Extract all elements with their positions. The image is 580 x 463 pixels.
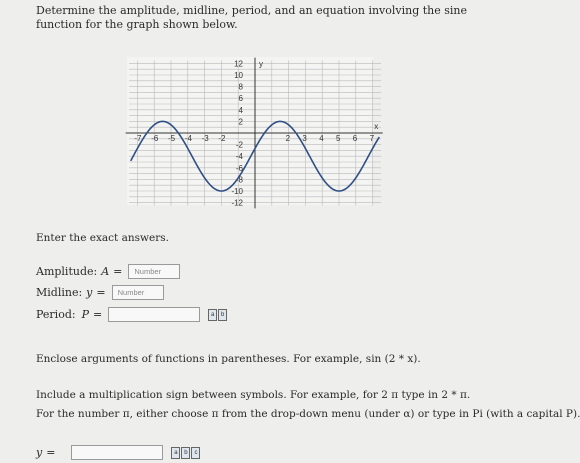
math-editor-icon[interactable]: a xyxy=(171,447,180,459)
period-math-tools xyxy=(208,309,227,321)
x-tick-label: -7 xyxy=(134,134,142,143)
y-tick-label: -2 xyxy=(235,140,243,150)
pi-note: For the number π, either choose π from the drop-down menu (under α) or type in Pi (with a capital P). xyxy=(36,408,580,420)
x-tick-label: 4 xyxy=(319,134,324,143)
x-axis-label: x xyxy=(374,122,379,131)
equation-var: y xyxy=(36,446,43,459)
x-tick-label: -3 xyxy=(201,134,209,143)
midline-label: Midline: xyxy=(36,286,83,299)
multiplication-note: Include a multiplication sign between symbols. For example, for 2 π type in 2 * π. xyxy=(36,389,471,401)
x-tick-label: -2 xyxy=(218,134,226,143)
y-tick-label: -10 xyxy=(231,187,243,196)
equation-input[interactable] xyxy=(71,445,163,460)
x-tick-label: -4 xyxy=(184,134,192,143)
parentheses-note: Enclose arguments of functions in parentheses. For example, sin (2 * x). xyxy=(36,353,421,365)
period-eq: = xyxy=(92,308,103,321)
y-tick-label: -4 xyxy=(235,152,243,162)
period-var: P xyxy=(81,308,89,321)
x-tick-label: -5 xyxy=(168,134,176,143)
graph-background xyxy=(127,57,373,205)
x-tick-label: 6 xyxy=(352,134,358,143)
math-editor-icon[interactable]: a xyxy=(208,309,217,321)
graph-svg xyxy=(125,57,379,208)
sine-graph xyxy=(125,57,379,208)
amplitude-var: A xyxy=(101,265,110,278)
x-tick-label: 7 xyxy=(369,134,375,143)
y-tick-label: -8 xyxy=(235,175,243,185)
midline-var: y xyxy=(86,286,93,299)
symbol-palette-icon[interactable]: b xyxy=(218,309,227,321)
period-input[interactable] xyxy=(108,307,200,322)
amplitude-input[interactable]: Number xyxy=(128,264,180,279)
x-tick-label: 3 xyxy=(302,134,307,143)
x-tick-label: -6 xyxy=(151,134,159,143)
period-row xyxy=(36,307,227,322)
y-tick-label: 10 xyxy=(234,71,243,80)
equation-eq: = xyxy=(46,446,56,459)
symbol-palette-icon[interactable]: b xyxy=(181,447,190,459)
question-prompt: Determine the amplitude, midline, period, and an equation involving the sine function for the graph shown below. xyxy=(36,4,468,31)
period-label: Period: xyxy=(36,308,76,321)
amplitude-eq: = xyxy=(113,265,123,278)
midline-row xyxy=(36,285,164,300)
equation-row xyxy=(36,445,200,460)
amplitude-row xyxy=(36,264,180,279)
y-tick-label: 12 xyxy=(234,59,243,69)
y-axis-label: y xyxy=(259,59,263,69)
midline-input[interactable]: Number xyxy=(112,285,164,300)
y-tick-label: 2 xyxy=(238,117,243,127)
y-tick-label: -12 xyxy=(231,198,243,208)
y-tick-label: 4 xyxy=(238,105,243,115)
enter-exact-instruction: Enter the exact answers. xyxy=(36,232,169,244)
y-tick-label: 6 xyxy=(238,94,243,104)
equation-math-tools xyxy=(171,447,200,459)
y-tick-label: -6 xyxy=(235,163,243,173)
x-tick-label: 5 xyxy=(336,134,341,143)
preview-icon[interactable]: c xyxy=(191,447,200,459)
y-tick-label: 8 xyxy=(238,82,243,92)
x-tick-label: 2 xyxy=(285,134,291,143)
amplitude-label: Amplitude: xyxy=(36,265,98,278)
midline-eq: = xyxy=(96,286,106,299)
